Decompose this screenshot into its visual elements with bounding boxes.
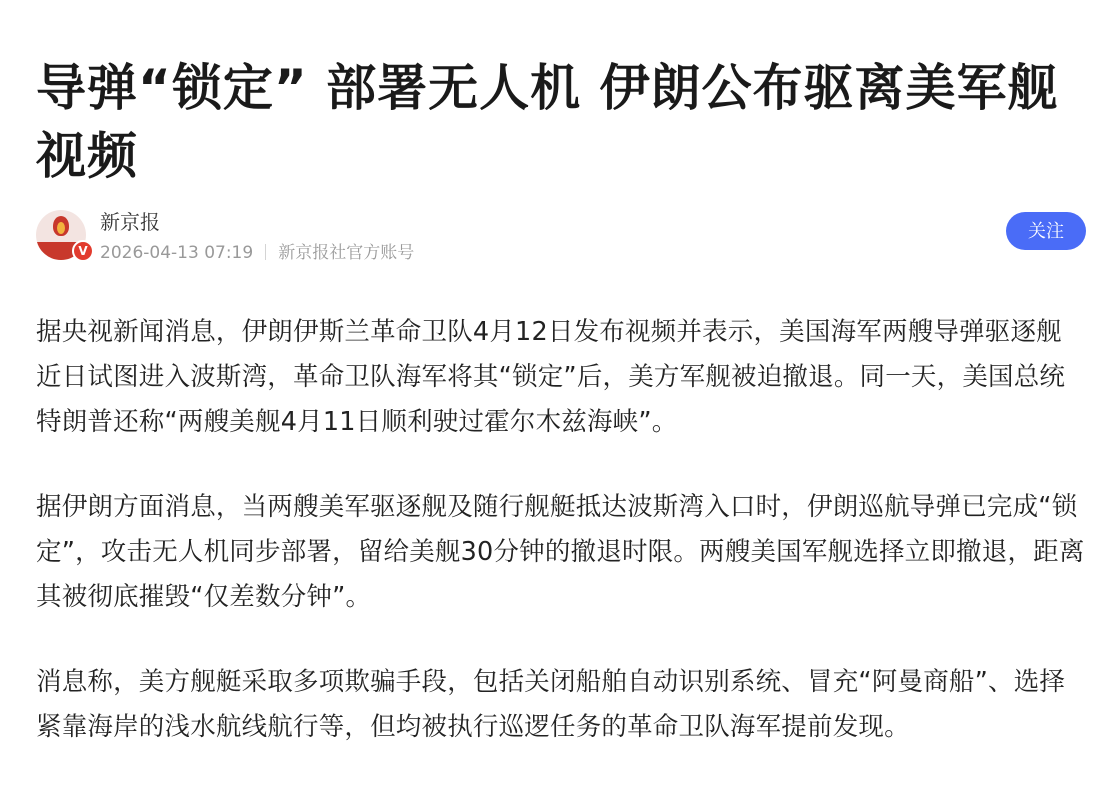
verified-badge-icon: V [72, 240, 94, 262]
author-name[interactable]: 新京报 [100, 210, 160, 234]
publish-timestamp: 2026-04-13 07:19 [100, 243, 254, 263]
article-paragraph: 消息称，美方舰艇采取多项欺骗手段，包括关闭船舶自动识别系统、冒充“阿曼商船”、选择紧靠海岸的浅水航线航行等，但均被执行巡逻任务的革命卫队海军提前发现。 [36, 667, 1066, 742]
meta-divider [265, 244, 266, 260]
article-meta [100, 238, 414, 263]
article-paragraph: 据央视新闻消息，伊朗伊斯兰革命卫队4月12日发布视频并表示，美国海军两艘导弹驱逐舰近日试图进入波斯湾，革命卫队海军将其“锁定”后，美方军舰被迫撤退。同一天，美国总统特朗普还称“两艘美舰4月11日顺利驶过霍尔木兹海峡”。 [36, 317, 1066, 437]
article-title: 导弹“锁定” 部署无人机 伊朗公布驱离美军舰视频 [36, 58, 1059, 185]
follow-button[interactable]: 关注 [1006, 212, 1086, 250]
article-paragraph: 据伊朗方面消息，当两艘美军驱逐舰及随行舰艇抵达波斯湾入口时，伊朗巡航导弹已完成“锁定”，攻击无人机同步部署，留给美舰30分钟的撤退时限。两艘美国军舰选择立即撤退，距离其被彻底摧毁“仅差数分钟”。 [36, 492, 1085, 612]
article-body [36, 310, 1086, 790]
account-type-label: 新京报社官方账号 [278, 243, 415, 263]
author-bar [36, 200, 1086, 270]
